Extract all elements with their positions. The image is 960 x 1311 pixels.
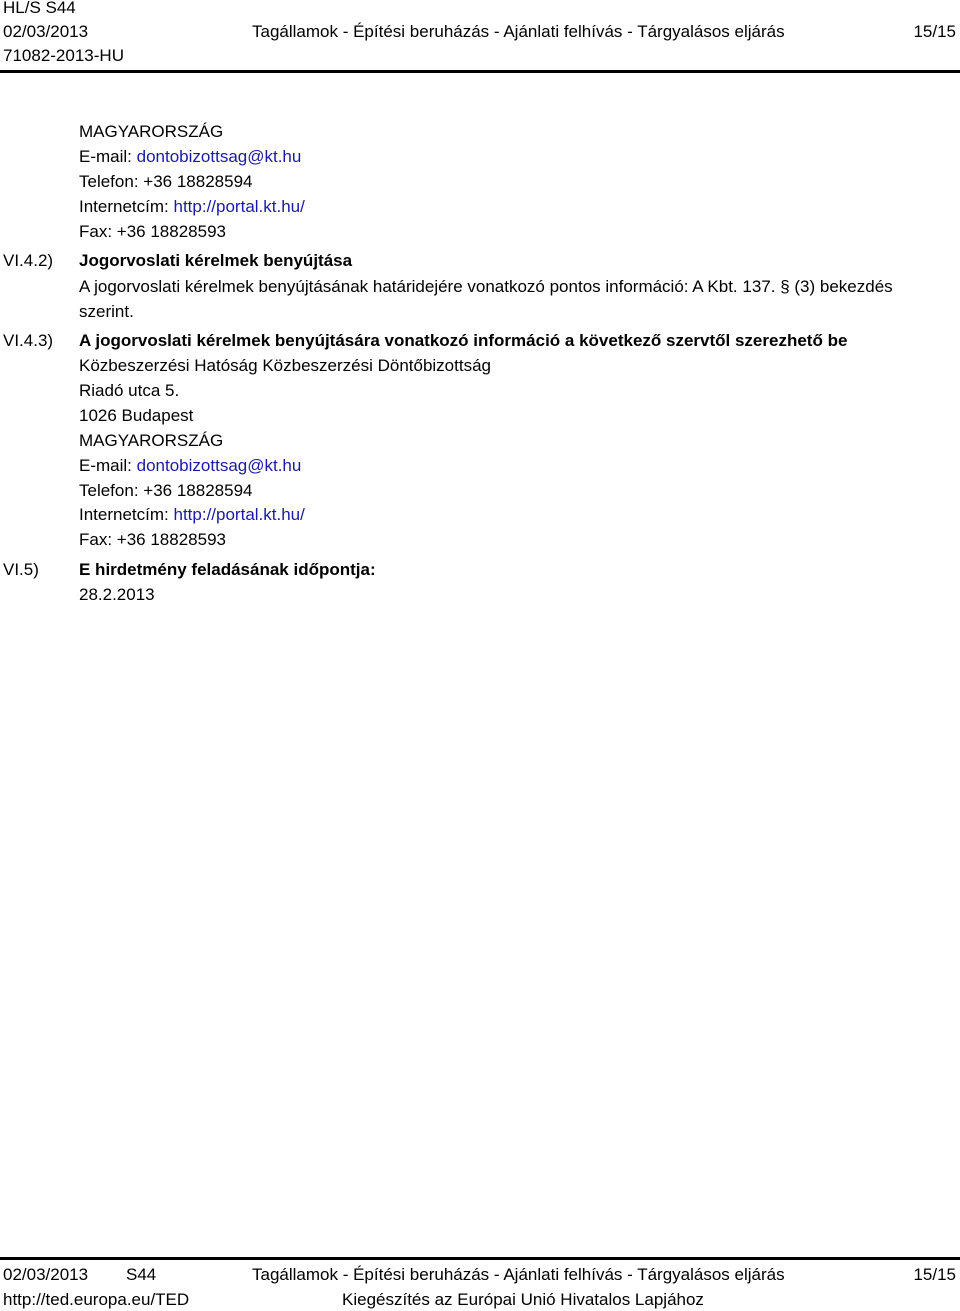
org-city: 1026 Budapest: [79, 406, 194, 425]
header-date: 02/03/2013: [3, 22, 89, 41]
header-rule: [0, 70, 960, 73]
fax-value: +36 18828593: [116, 222, 226, 241]
footer-title: Tagállamok - Építési beruházás - Ajánlati felhívás - Tárgyalásos eljárás: [252, 1265, 785, 1284]
header-title: Tagállamok - Építési beruházás - Ajánlati felhívás - Tárgyalásos eljárás: [252, 22, 785, 41]
web-label: Internetcím:: [79, 505, 169, 524]
phone-value: +36 18828594: [143, 172, 253, 191]
footer-page-number: 15/15: [913, 1265, 956, 1284]
section-heading-vi42: Jogorvoslati kérelmek benyújtása: [79, 251, 353, 270]
footer-ted-link[interactable]: http://ted.europa.eu/TED: [3, 1290, 190, 1309]
phone-value: +36 18828594: [143, 481, 253, 500]
email-label: E-mail:: [79, 147, 132, 166]
contact-web-line: [79, 197, 305, 217]
footer-series: S44: [126, 1265, 157, 1284]
fax-label: Fax:: [79, 530, 113, 549]
section-number-vi42: VI.4.2): [3, 251, 54, 270]
doc-series: HL/S S44: [3, 0, 76, 17]
fax-value: +36 18828593: [116, 530, 226, 549]
section-number-vi5: VI.5): [3, 560, 39, 579]
web-link[interactable]: http://portal.kt.hu/: [173, 505, 305, 524]
contact-country: MAGYARORSZÁG: [79, 122, 224, 141]
email-label: E-mail:: [79, 456, 132, 475]
contact-email-line: [79, 147, 301, 167]
footer-rule: [0, 1257, 960, 1260]
section-number-vi43: VI.4.3): [3, 331, 54, 350]
org-name: Közbeszerzési Hatóság Közbeszerzési Döntőbizottság: [79, 356, 491, 375]
dispatch-date: 28.2.2013: [79, 585, 155, 604]
footer-date: 02/03/2013: [3, 1265, 89, 1284]
org-phone-line: [79, 481, 252, 501]
contact-fax-line: [79, 222, 226, 242]
fax-label: Fax:: [79, 222, 113, 241]
web-label: Internetcím:: [79, 197, 169, 216]
section-text-vi42: A jogorvoslati kérelmek benyújtásának határidejére vonatkozó pontos információ: A Kbt. 137. § (3) bekezdés szerint.: [79, 277, 893, 321]
contact-phone-line: [79, 172, 252, 192]
org-email-line: [79, 456, 301, 476]
org-street: Riadó utca 5.: [79, 381, 180, 400]
org-country: MAGYARORSZÁG: [79, 431, 224, 450]
org-web-line: [79, 505, 305, 525]
email-link[interactable]: dontobizottsag@kt.hu: [136, 456, 302, 475]
org-fax-line: [79, 530, 226, 550]
header-page-number: 15/15: [913, 22, 956, 41]
section-heading-vi43: A jogorvoslati kérelmek benyújtására vonatkozó információ a következő szervtől szerezhető be: [79, 331, 848, 350]
phone-label: Telefon:: [79, 172, 139, 191]
header-reference: 71082-2013-HU: [3, 46, 124, 65]
email-link[interactable]: dontobizottsag@kt.hu: [136, 147, 302, 166]
web-link[interactable]: http://portal.kt.hu/: [173, 197, 305, 216]
phone-label: Telefon:: [79, 481, 139, 500]
footer-supplement: Kiegészítés az Európai Unió Hivatalos Lapjához: [342, 1290, 704, 1309]
section-heading-vi5: E hirdetmény feladásának időpontja:: [79, 560, 376, 579]
